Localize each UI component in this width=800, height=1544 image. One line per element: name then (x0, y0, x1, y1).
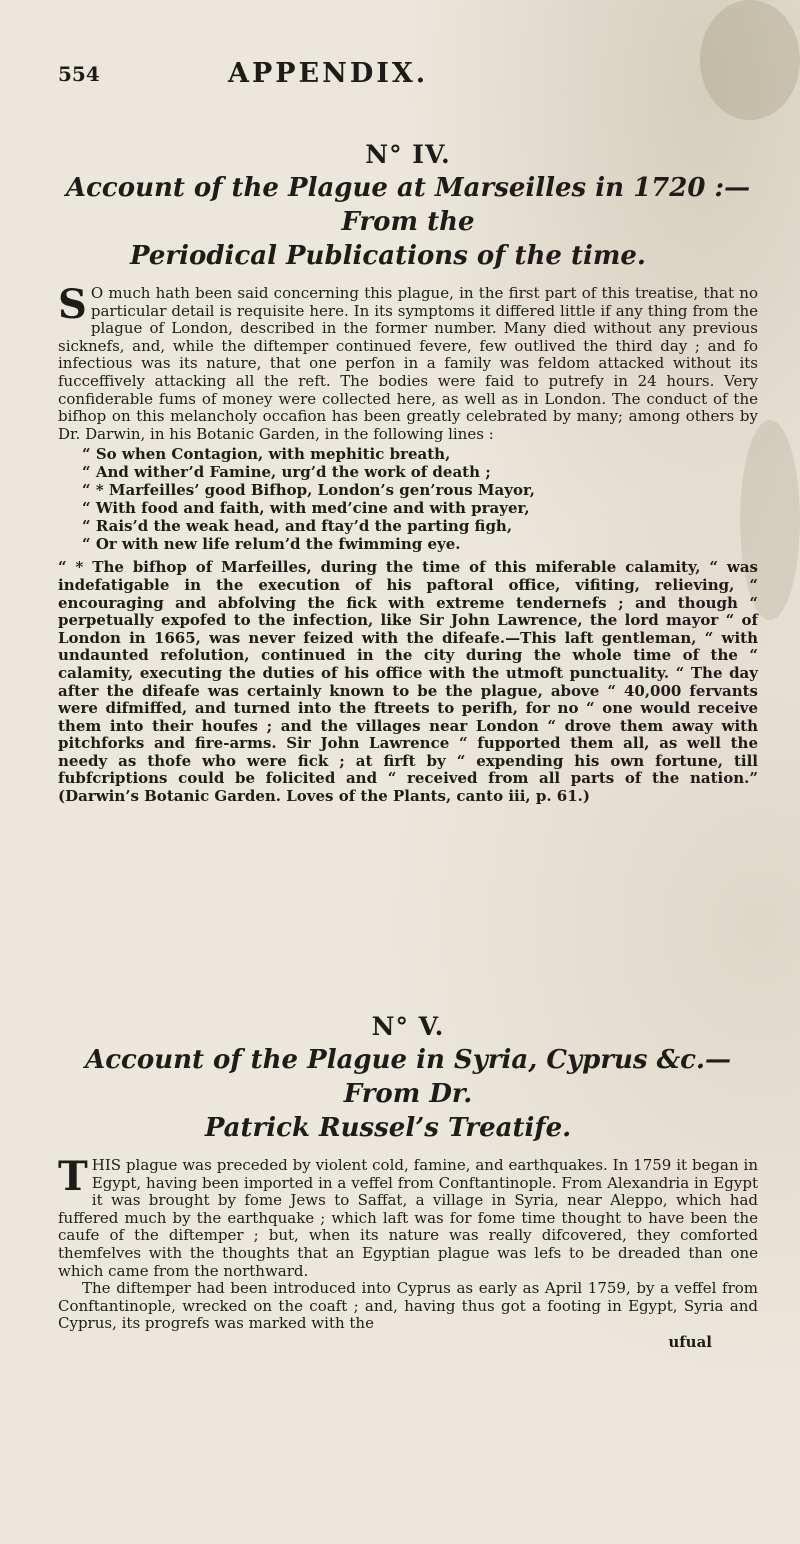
verse-line: “ With food and faith, with med’cine and with prayer, (82, 499, 530, 518)
verse-line: “ * Marfeilles’ good Bifhop, London’s gen’rous Mayor, (82, 481, 536, 500)
footnote-quote: “ * The bifhop of Marfeilles, during the time of this miferable calamity, “ was indefatigable in the execution of his paftoral office, vifiting, relieving, “ encouraging and abfolving the fick with extreme tendernefs ; and though “ perpetually expofed to the infection, like Sir John Lawrence, the lord mayor “ of London in 1665, was never feized with the difeafe.—This laft gentleman, “ with undaunted refolution, continued in the city during the whole time of the “ calamity, executing the duties of his office with the utmoft punctuality. “ The day after the difeafe was certainly known to be the plague, above “ 40,000 fervants were difmiffed, and turned into the ftreets to perifh, for no “ one would receive them into their houfes ; and the villages near London “ drove them away with pitchforks and fire-arms. Sir John Lawrence “ fupported them all, as well the needy as thofe who were fick ; at firft by “ expending his own fortune, till fubfcriptions could be folicited and “ received from all parts of the nation.” (Darwin’s Botanic Garden. Loves of the Plants, canto iii, p. 61.) (58, 558, 758, 806)
section-title-line-1: Account of the Plague in Syria, Cyprus &c.—From Dr. (85, 1045, 731, 1109)
verse-line: “ Or with new life relum’d the fwimming eye. (82, 535, 461, 554)
section-v (58, 1012, 758, 1351)
paper-stain (700, 0, 800, 120)
body-paragraph: The diftemper had been introduced into Cyprus as early as April 1759, by a veffel from Conftantinople, wrecked on the coaft ; and, having thus got a footing in Egypt, Syria and Cyprus, its progrefs was marked with the (58, 1279, 758, 1333)
section-title-line-1: Account of the Plague at Marseilles in 1720 :—From the (65, 173, 751, 237)
verse-line: “ So when Contagion, with mephitic breath, (82, 445, 451, 464)
section-title-line-2: Patrick Russel’s Treatife. (204, 1113, 572, 1143)
verse-block (82, 445, 758, 553)
verse-line: “ Rais’d the weak head, and ftay’d the parting figh, (82, 517, 513, 536)
section-title (58, 171, 758, 273)
body-paragraph (58, 1153, 758, 1280)
catchword: ufual (668, 1332, 712, 1351)
intro-text: O much hath been said concerning this plague, in the first part of this treatise, that no particular detail is requisite here. In its symptoms it differed little if any thing from the plague of London, described in the former number. Many died without any previous sicknefs, and, while the diftemper continued fevere, few outlived the third day ; and fo infectious was its nature, that one perfon in a family was feldom attacked without its fucceffively attacking all the reft. The bodies were faid to putrefy in 24 hours. Very confiderable fums of money were collected here, as well as in London. The conduct of the bifhop on this melancholy occafion has been greatly celebrated by many; among others by Dr. Darwin, in his Botanic Garden, in the following lines : (58, 284, 758, 443)
body-text: HIS plague was preceded by violent cold, famine, and earthquakes. In 1759 it began in Egypt, having been imported in a veffel from Conftantinople. From Alexandria in Egypt it was brought by fome Jews to Saffat, a village in Syria, near Aleppo, which had fuffered much by the earthquake ; which laft was for fome time thought to have been the caufe of the diftemper ; but, when its nature was really difcovered, they comforted themfelves with the thoughts that an Egyptian plague was lefs to be dreaded than one which came from the northward. (58, 1156, 758, 1280)
running-head: APPENDIX. (228, 58, 429, 89)
section-number: N° IV. (365, 140, 451, 169)
page-header (58, 58, 758, 102)
section-title-line-2: Periodical Publications of the time. (130, 241, 646, 271)
intro-paragraph (58, 281, 758, 443)
verse-line: “ And wither’d Famine, urg’d the work of death ; (82, 463, 491, 482)
drop-cap: T (58, 1153, 88, 1200)
section-title (58, 1043, 758, 1145)
section-iv (58, 140, 758, 806)
drop-cap: S (58, 281, 87, 328)
page-number: 554 (58, 62, 100, 86)
section-number: N° V. (371, 1012, 445, 1041)
